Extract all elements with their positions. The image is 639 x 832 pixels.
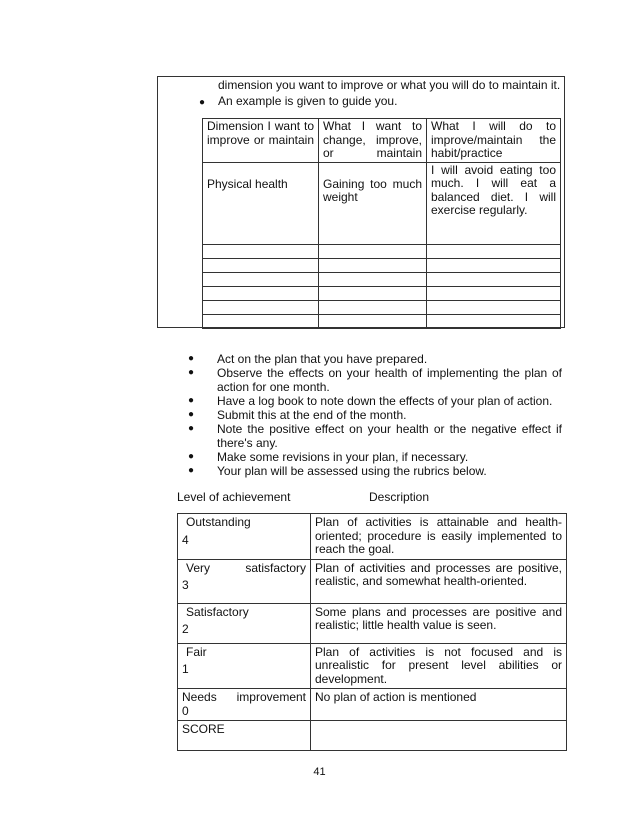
list-item: ● Make some revisions in your plan, if necessary. [188,450,469,464]
rubric-level-cell: Fair 1 [178,643,311,689]
plan-table [202,118,561,329]
plan-table-header-row [203,119,561,163]
rubric-level-cell: Outstanding 4 [178,514,311,560]
table-row [178,721,567,751]
rubric-score-cell [311,721,567,751]
table-row [178,643,567,689]
plan-example-change: Gaining too much weight [319,162,427,244]
rubric-table [177,513,567,751]
rubric-description-cell: Some plans and processes are positive and realistic; little health value is seen. [311,603,567,643]
rubric-score-label: SCORE [178,721,311,751]
plan-blank-row [203,244,561,258]
plan-header-change: What I want to change, improve, or maintain [319,119,427,163]
list-item: ● Observe the effects on your health of implementing the plan of action for one month. [188,366,562,394]
rubric-level-cell: Needs improvement 0 [178,689,311,721]
table-row [178,559,567,603]
bullet-icon: ● [188,353,195,364]
steps-list [188,352,562,478]
table-row [178,514,567,560]
plan-blank-row [203,314,561,328]
bullet-icon: ● [188,409,195,420]
list-item: ● Submit this at the end of the month. [188,408,407,422]
rubric-header-level: Level of achievement [177,490,291,504]
plan-example-actions: I will avoid eating too much. I will eat a balanced diet. I will exercise regularly. [427,162,561,244]
rubric-level-cell: Very satisfactory 3 [178,559,311,603]
plan-blank-row [203,272,561,286]
bullet-icon: ● [188,465,195,476]
rubric-description-cell: No plan of action is mentioned [311,689,567,721]
intro-line-1: dimension you want to improve or what you will do to maintain it. [218,78,561,92]
list-item: ● Act on the plan that you have prepared. [188,352,428,366]
bullet-icon: ● [188,451,195,462]
plan-header-action: What I will do to improve/maintain the habit/practice [427,119,561,163]
rubric-description-cell: Plan of activities is attainable and health-oriented; procedure is easily implemented to reach the goal. [311,514,567,560]
plan-blank-row [203,300,561,314]
list-item: ● Your plan will be assessed using the rubrics below. [188,464,487,478]
bullet-icon: ● [188,367,195,378]
table-row [178,689,567,721]
plan-example-dimension: Physical health [203,162,319,244]
plan-example-row [203,162,561,244]
bullet-icon: ● [188,423,195,434]
rubric-description-cell: Plan of activities is not focused and is unrealistic for present level abilities or development. [311,643,567,689]
bullet-icon: ● [199,97,206,108]
list-item: ● Have a log book to note down the effects of your plan of action. [188,394,553,408]
rubric-header-description: Description [369,490,430,504]
rubric-description-cell: Plan of activities and processes are positive, realistic, and somewhat health-oriented. [311,559,567,603]
rubric-level-cell: Satisfactory 2 [178,603,311,643]
list-item: ● Note the positive effect on your health or the negative effect if there's any. [188,422,562,450]
intro-line-2: An example is given to guide you. [218,94,398,108]
plan-header-dimension: Dimension I want to improve or maintain [203,119,319,163]
table-row [178,603,567,643]
page-number: 41 [313,766,326,778]
plan-blank-row [203,286,561,300]
bullet-icon: ● [188,395,195,406]
plan-blank-row [203,258,561,272]
